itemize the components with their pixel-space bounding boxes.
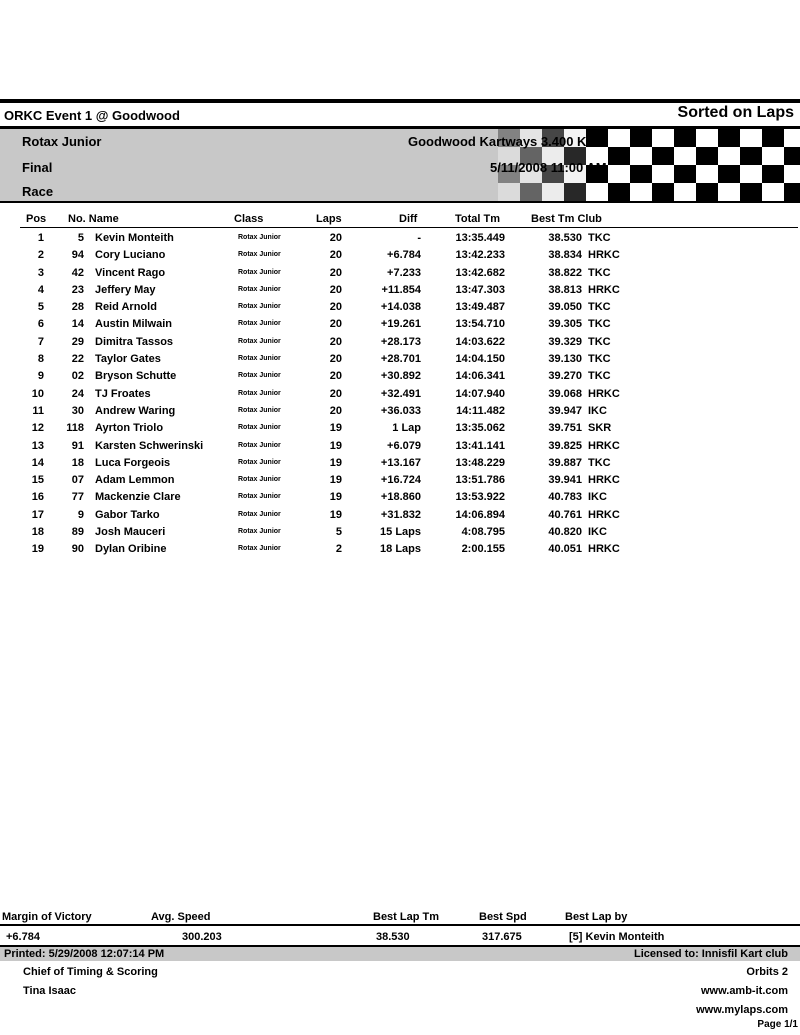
cell-laps: 20: [329, 387, 342, 400]
cell-pos: 19: [31, 543, 44, 556]
cell-laps: 19: [329, 422, 342, 435]
site-amb: www.amb-it.com: [701, 985, 788, 997]
cell-diff: +16.724: [380, 474, 421, 487]
cell-name: Andrew Waring: [95, 404, 176, 417]
checker-cell: [784, 147, 800, 165]
cell-laps: 20: [329, 353, 342, 366]
checker-cell: [674, 147, 696, 165]
cell-diff: +19.261: [380, 318, 421, 331]
cell-class: Rotax Junior: [238, 337, 281, 345]
cell-total: 13:48.229: [455, 456, 505, 469]
cell-best: 38.530: [548, 232, 582, 244]
cell-class: Rotax Junior: [238, 268, 281, 276]
cell-no: 90: [71, 543, 84, 556]
checker-cell: [696, 147, 718, 165]
cell-pos: 14: [31, 456, 44, 469]
col-laps: Laps: [316, 213, 342, 225]
checker-cell: [542, 183, 564, 201]
cell-no: 07: [71, 474, 84, 487]
cell-club: IKC: [588, 526, 607, 539]
cell-total: 13:42.682: [455, 266, 505, 279]
cell-total: 14:07.940: [455, 387, 505, 400]
cell-no: 9: [77, 508, 84, 521]
checker-cell: [740, 183, 762, 201]
cell-pos: 4: [37, 283, 44, 296]
checker-cell: [762, 129, 784, 147]
checker-cell: [740, 147, 762, 165]
cell-total: 13:42.233: [455, 249, 505, 262]
cell-best: 39.050: [548, 301, 582, 314]
cell-club: IKC: [588, 404, 607, 417]
page-number: Page 1/1: [757, 1019, 798, 1030]
cell-club: TKC: [588, 266, 611, 279]
cell-club: HRKC: [588, 508, 620, 521]
cell-pos: 13: [31, 439, 44, 452]
cell-diff: +6.784: [387, 249, 421, 262]
cell-pos: 2: [37, 249, 44, 262]
cell-total: 13:41.141: [455, 439, 505, 452]
table-row: [0, 317, 800, 334]
best-by-label: Best Lap by: [565, 911, 628, 923]
cell-club: TKC: [588, 335, 611, 348]
cell-name: Jeffery May: [95, 283, 156, 296]
cell-pos: 15: [31, 474, 44, 487]
checker-cell: [740, 165, 762, 183]
cell-pos: 10: [31, 387, 44, 400]
cell-club: TKC: [588, 456, 611, 469]
cell-class: Rotax Junior: [238, 510, 281, 518]
table-row: [0, 525, 800, 542]
cell-club: IKC: [588, 491, 607, 504]
checker-cell: [762, 165, 784, 183]
cell-best: 39.130: [548, 353, 582, 366]
checker-cell: [630, 129, 652, 147]
cell-laps: 20: [329, 249, 342, 262]
col-best-club: Best Tm Club: [531, 213, 602, 225]
cell-no: 14: [71, 318, 84, 331]
cell-class: Rotax Junior: [238, 476, 281, 484]
checker-cell: [652, 183, 674, 201]
cell-laps: 20: [329, 404, 342, 417]
cell-laps: 19: [329, 474, 342, 487]
cell-total: 13:49.487: [455, 301, 505, 314]
sorted-label: Sorted on Laps: [677, 104, 794, 121]
checker-cell: [674, 183, 696, 201]
table-row: [0, 335, 800, 352]
cell-name: Reid Arnold: [95, 301, 157, 314]
cell-pos: 7: [37, 335, 44, 348]
race-datetime: 5/11/2008 11:00 AM: [490, 160, 607, 175]
cell-total: 14:06.894: [455, 508, 505, 521]
chief-label: Chief of Timing & Scoring: [23, 966, 158, 978]
cell-no: 24: [71, 387, 84, 400]
cell-club: HRKC: [588, 283, 620, 296]
cell-class: Rotax Junior: [238, 355, 281, 363]
checker-cell: [630, 165, 652, 183]
avg-speed-value: 300.203: [182, 931, 222, 943]
best-lap-label: Best Lap Tm: [373, 911, 440, 923]
table-row: [0, 456, 800, 473]
cell-best: 39.887: [548, 456, 582, 469]
cell-name: Mackenzie Clare: [95, 491, 181, 504]
cell-pos: 3: [37, 266, 44, 279]
table-row: [0, 300, 800, 317]
cell-class: Rotax Junior: [238, 285, 281, 293]
cell-class: Rotax Junior: [238, 389, 281, 397]
cell-club: TKC: [588, 232, 611, 244]
col-pos: Pos: [26, 213, 47, 225]
cell-total: 13:54.710: [455, 318, 505, 331]
top-rule: [0, 99, 800, 103]
cell-name: Josh Mauceri: [95, 526, 166, 539]
checker-cell: [652, 129, 674, 147]
cell-total: 14:03.622: [455, 335, 505, 348]
cell-diff: +13.167: [380, 456, 421, 469]
checker-cell: [696, 129, 718, 147]
cell-class: Rotax Junior: [238, 493, 281, 501]
cell-club: TKC: [588, 353, 611, 366]
margin-label: Margin of Victory: [2, 911, 92, 923]
cell-best: 40.051: [548, 543, 582, 556]
margin-value: +6.784: [6, 931, 40, 943]
session-name: Final: [22, 160, 53, 175]
cell-no: 22: [71, 353, 84, 366]
checker-cell: [586, 183, 608, 201]
checker-cell: [762, 147, 784, 165]
cell-class: Rotax Junior: [238, 372, 281, 380]
col-total: Total Tm: [455, 213, 501, 225]
cell-name: Luca Forgeois: [95, 456, 171, 469]
cell-pos: 12: [31, 422, 44, 435]
checker-cell: [740, 129, 762, 147]
table-row: [0, 404, 800, 421]
cell-pos: 17: [31, 508, 44, 521]
checker-cell: [564, 183, 586, 201]
track-name: Goodwood Kartways 3.400 Km: [408, 134, 598, 149]
cell-laps: 20: [329, 232, 342, 244]
cell-best: 38.834: [548, 249, 582, 262]
cell-diff: -: [417, 232, 421, 244]
checker-cell: [608, 147, 630, 165]
cell-no: 29: [71, 335, 84, 348]
cell-no: 42: [71, 266, 84, 279]
table-row: [0, 387, 800, 404]
cell-pos: 18: [31, 526, 44, 539]
table-row: [0, 248, 800, 265]
cell-total: 13:53.922: [455, 491, 505, 504]
cell-diff: +18.860: [380, 491, 421, 504]
checker-cell: [696, 165, 718, 183]
table-row: [0, 421, 800, 438]
table-row: [0, 231, 800, 248]
cell-best: 40.820: [548, 526, 582, 539]
cell-laps: 20: [329, 266, 342, 279]
checkered-flag-icon: [0, 129, 800, 201]
cell-diff: +32.491: [380, 387, 421, 400]
col-diff: Diff: [399, 213, 418, 225]
best-spd-label: Best Spd: [479, 911, 527, 923]
cell-laps: 19: [329, 456, 342, 469]
cell-total: 13:35.062: [455, 422, 505, 435]
cell-best: 39.947: [548, 404, 582, 417]
best-spd-value: 317.675: [482, 931, 522, 943]
cell-class: Rotax Junior: [238, 424, 281, 432]
header-band: [0, 129, 800, 201]
cell-club: HRKC: [588, 249, 620, 262]
event-title: ORKC Event 1 @ Goodwood: [4, 108, 180, 123]
cell-diff: +14.038: [380, 301, 421, 314]
licensed-to: Licensed to: Innisfil Kart club: [633, 948, 788, 960]
table-row: [0, 369, 800, 386]
cell-pos: 8: [37, 353, 44, 366]
checker-cell: [784, 129, 800, 147]
cell-pos: 5: [37, 301, 44, 314]
cell-name: Dylan Oribine: [95, 543, 167, 556]
cell-laps: 20: [329, 335, 342, 348]
column-rule: [20, 227, 798, 228]
cell-diff: 15 Laps: [380, 526, 421, 539]
cell-best: 39.825: [548, 439, 582, 452]
cell-class: Rotax Junior: [238, 234, 281, 241]
cell-name: Austin Milwain: [95, 318, 172, 331]
cell-diff: +28.701: [380, 353, 421, 366]
cell-name: Kevin Monteith: [95, 232, 174, 244]
cell-best: 40.761: [548, 508, 582, 521]
cell-total: 14:11.482: [456, 404, 505, 417]
session-type: Race: [22, 184, 54, 199]
cell-class: Rotax Junior: [238, 320, 281, 328]
checker-cell: [652, 165, 674, 183]
cell-name: Vincent Rago: [95, 266, 166, 279]
cell-no: 02: [71, 370, 84, 383]
cell-total: 2:00.155: [461, 543, 505, 556]
cell-class: Rotax Junior: [238, 528, 281, 536]
cell-diff: +11.854: [381, 283, 421, 296]
checker-cell: [674, 165, 696, 183]
cell-diff: +6.079: [387, 439, 421, 452]
checker-cell: [696, 183, 718, 201]
cell-best: 39.270: [548, 370, 582, 383]
checker-cell: [718, 129, 740, 147]
checker-cell: [718, 165, 740, 183]
cell-no: 30: [71, 404, 84, 417]
col-class: Class: [234, 213, 264, 225]
cell-laps: 20: [329, 318, 342, 331]
cell-total: 13:35.449: [455, 232, 505, 244]
cell-name: Cory Luciano: [95, 249, 166, 262]
table-row: [0, 473, 800, 490]
cell-club: TKC: [588, 301, 611, 314]
cell-no: 91: [71, 439, 84, 452]
cell-total: 14:06.341: [455, 370, 505, 383]
cell-class: Rotax Junior: [238, 303, 281, 311]
cell-best: 38.813: [548, 283, 582, 296]
printed-timestamp: Printed: 5/29/2008 12:07:14 PM: [4, 948, 165, 960]
cell-diff: 18 Laps: [380, 543, 421, 556]
cell-pos: 6: [37, 318, 44, 331]
cell-best: 39.941: [548, 474, 582, 487]
checker-cell: [718, 183, 740, 201]
software-name: Orbits 2: [746, 966, 788, 978]
checker-cell: [608, 183, 630, 201]
cell-club: HRKC: [588, 387, 620, 400]
cell-no: 118: [66, 422, 84, 435]
cell-name: Gabor Tarko: [95, 508, 160, 521]
table-row: [0, 508, 800, 525]
site-mylaps: www.mylaps.com: [696, 1004, 788, 1016]
cell-laps: 19: [329, 439, 342, 452]
cell-no: 28: [71, 301, 84, 314]
table-row: [0, 542, 800, 559]
table-row: [0, 283, 800, 300]
class-name: Rotax Junior: [22, 134, 102, 149]
cell-club: SKR: [588, 422, 612, 435]
cell-diff: +7.233: [387, 266, 421, 279]
col-no-name: No. Name: [68, 213, 119, 225]
cell-name: Adam Lemmon: [95, 474, 175, 487]
cell-no: 89: [71, 526, 84, 539]
cell-laps: 20: [329, 283, 342, 296]
cell-best: 38.822: [548, 266, 582, 279]
cell-name: Ayrton Triolo: [95, 422, 164, 435]
cell-pos: 11: [32, 404, 44, 417]
cell-no: 77: [71, 491, 84, 504]
cell-laps: 20: [329, 370, 342, 383]
checker-cell: [608, 129, 630, 147]
cell-laps: 5: [335, 526, 342, 539]
checker-cell: [652, 147, 674, 165]
checker-cell: [674, 129, 696, 147]
cell-best: 39.305: [548, 318, 582, 331]
cell-total: 14:04.150: [455, 353, 505, 366]
cell-club: TKC: [588, 370, 611, 383]
checker-cell: [784, 183, 800, 201]
cell-class: Rotax Junior: [238, 441, 281, 449]
cell-laps: 20: [329, 301, 342, 314]
cell-class: Rotax Junior: [238, 545, 281, 553]
cell-diff: 1 Lap: [392, 422, 421, 435]
cell-diff: +30.892: [380, 370, 421, 383]
checker-cell: [784, 165, 800, 183]
cell-pos: 1: [37, 232, 44, 244]
cell-name: Taylor Gates: [95, 353, 161, 366]
cell-name: Karsten Schwerinski: [95, 439, 204, 452]
cell-class: Rotax Junior: [238, 406, 281, 414]
table-row: [0, 266, 800, 283]
table-row: [0, 490, 800, 507]
checker-cell: [498, 183, 520, 201]
cell-laps: 19: [329, 508, 342, 521]
cell-name: Dimitra Tassos: [95, 335, 174, 348]
results-table: [0, 231, 800, 560]
cell-total: 13:51.786: [455, 474, 505, 487]
cell-no: 94: [71, 249, 84, 262]
checker-cell: [630, 147, 652, 165]
footer-rule: [0, 924, 800, 926]
cell-name: TJ Froates: [95, 387, 151, 400]
cell-class: Rotax Junior: [238, 251, 281, 259]
best-lap-value: 38.530: [376, 931, 410, 943]
cell-no: 5: [77, 232, 84, 244]
cell-diff: +31.832: [380, 508, 421, 521]
table-row: [0, 352, 800, 369]
cell-diff: +28.173: [380, 335, 421, 348]
cell-no: 18: [71, 456, 84, 469]
checker-cell: [762, 183, 784, 201]
checker-cell: [608, 165, 630, 183]
cell-laps: 2: [335, 543, 342, 556]
cell-best: 39.068: [548, 387, 582, 400]
cell-total: 13:47.303: [455, 283, 505, 296]
cell-total: 4:08.795: [461, 526, 505, 539]
cell-name: Bryson Schutte: [95, 370, 177, 383]
cell-pos: 9: [37, 370, 44, 383]
cell-club: HRKC: [588, 439, 620, 452]
cell-best: 39.329: [548, 335, 582, 348]
cell-pos: 16: [31, 491, 44, 504]
cell-no: 23: [71, 283, 84, 296]
cell-class: Rotax Junior: [238, 458, 281, 466]
table-row: [0, 439, 800, 456]
cell-club: HRKC: [588, 474, 620, 487]
checker-cell: [718, 147, 740, 165]
chief-name: Tina Isaac: [23, 985, 76, 997]
checker-cell: [630, 183, 652, 201]
cell-club: HRKC: [588, 543, 620, 556]
avg-speed-label: Avg. Speed: [151, 911, 211, 923]
best-by-value: [5] Kevin Monteith: [569, 931, 665, 943]
cell-laps: 19: [329, 491, 342, 504]
cell-club: TKC: [588, 318, 611, 331]
checker-cell: [520, 183, 542, 201]
cell-best: 39.751: [548, 422, 582, 435]
band-rule: [0, 201, 800, 203]
cell-diff: +36.033: [380, 404, 421, 417]
cell-best: 40.783: [548, 491, 582, 504]
